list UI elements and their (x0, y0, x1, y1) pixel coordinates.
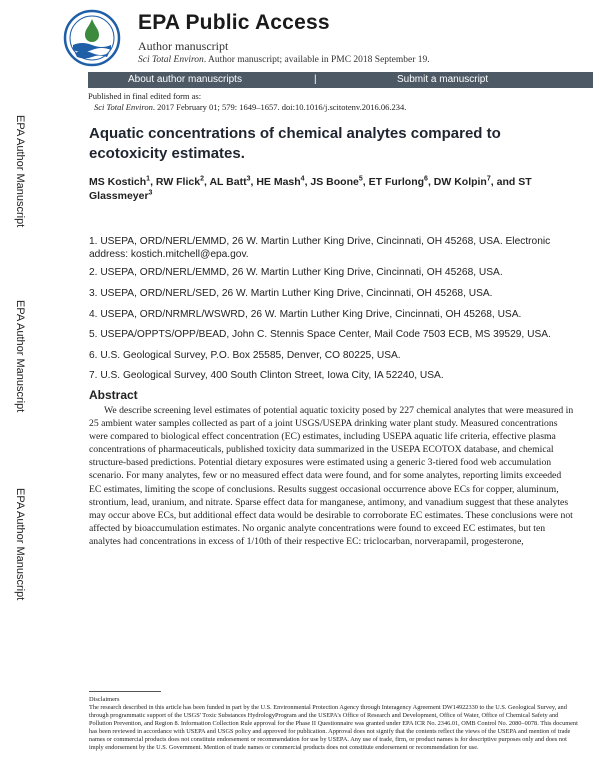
disclaimers-body: The research described in this article has been funded in part by the U.S. Environmental Protection Agency through Interagency Agreement DW14922330 to the U.S. Geological Survey, and through programmatic support of the USGS' Toxic Substances HydrologyProgram and the USEPA's Office of Research and Development, Office of Water, Office of Chemical Safety and Pollution Prevention, and Region 8. Information Collection Rule approval for the Phase II Questionnaire was granted under EPA ICR No. 2346.01, OMB Control No. 2080–0078. This document has been reviewed in accordance with USEPA and USGS policy and approved for publication. Approval does not signify that the contents reflect the views of the USEPA and mention of trade names or commercial products does not constitute endorsement or recommendation for use by USEPA. Any use of trade, firm, or product names is for descriptive purposes only and does not imply endorsement by the U.S. Government. Mention of trade names or commercial products does not constitute endorsement or recommendation for use. (89, 704, 578, 752)
submit-manuscript-link[interactable]: Submit a manuscript (397, 74, 489, 85)
author-affiliation-number: 7 (486, 175, 491, 183)
side-label-epa-author-manuscript: EPA Author Manuscript (14, 300, 26, 413)
author-affiliation-number: 5 (358, 175, 363, 183)
author-affiliation-number: 6 (424, 175, 428, 183)
author-affiliation-number: 3 (246, 175, 251, 183)
author-name: ST Glassmeyer (89, 176, 532, 202)
affiliation-5: 5. USEPA/OPPTS/OPP/BEAD, John C. Stennis Space Center, Mail Code 7503 ECB, MS 39529, USA. (89, 329, 551, 340)
published-citation (94, 102, 406, 112)
author-name: ET Furlong (368, 176, 425, 188)
side-label-epa-author-manuscript: EPA Author Manuscript (14, 115, 26, 228)
affiliation-3: 3. USEPA, ORD/NERL/SED, 26 W. Martin Luther King Drive, Cincinnati, OH 45268, USA. (89, 288, 493, 299)
author-affiliation-number: 2 (200, 175, 204, 183)
abstract-body: We describe screening level estimates of potential aquatic toxicity posed by 227 chemical analytes that were measured in 25 ambient water samples collected as part of a joint USGS/USEPA drinking water plant study. Measured concentrations were compared to biological effect concentration (EC) estimates, including USEPA aquatic life criteria, effective plasma concentrations of pharmaceuticals, published toxicity data summarized in the USEPA ECOTOX database, and chemical structure-based predictions. Potential dietary exposures were estimated using a generic 3-tiered food web accumulation scenario. For many analytes, few or no measured effect data were found, and for some analytes, reporting limits exceeded EC estimates, limiting the scope of conclusions. Results suggest occasional occurrence above ECs for copper, aluminum, strontium, lead, uranium, and nitrate. Sparse effect data for manganese, antimony, and vanadium suggest that these analytes may occur above ECs, but additional effect data would be desirable to corroborate EC estimates. These conclusions were not affected by bioaccumulation estimates. No organic analyte concentrations were found to exceed EC estimates, but ten analytes had concentrations in excess of 1/10th of their respective EC: triclocarban, norverapamil, progesterone, (89, 405, 574, 547)
published-journal: Sci Total Environ (94, 102, 153, 112)
affiliation-4: 4. USEPA, ORD/NRMRL/WSWRD, 26 W. Martin Luther King Drive, Cincinnati, OH 45268, USA. (89, 309, 522, 320)
author-name: DW Kolpin (433, 176, 487, 188)
side-label-epa-author-manuscript: EPA Author Manuscript (14, 488, 26, 601)
abstract-heading: Abstract (89, 388, 138, 402)
about-author-manuscripts-link[interactable]: About author manuscripts (128, 74, 242, 85)
epa-seal-icon (63, 9, 121, 67)
header-title: EPA Public Access (138, 11, 330, 34)
author-affiliation-number: 3 (148, 189, 153, 197)
affiliation-7: 7. U.S. Geological Survey, 400 South Clinton Street, Iowa City, IA 52240, USA. (89, 370, 444, 381)
nav-bar (88, 72, 593, 88)
author-name: AL Batt (209, 176, 247, 188)
author-name: JS Boone (310, 176, 359, 188)
author-name: HE Mash (256, 176, 301, 188)
published-citation-text: . 2017 February 01; 579: 1649–1657. doi:10.1016/j.scitotenv.2016.06.234. (152, 102, 407, 112)
nav-separator: | (314, 74, 317, 85)
author-affiliation-number: 1 (146, 175, 151, 183)
affiliation-1: 1. USEPA, ORD/NERL/EMMD, 26 W. Martin Luther King Drive, Cincinnati, OH 45268, USA. Electronic address: kostich.mitchell@epa.gov. (89, 236, 551, 260)
affiliation-2: 2. USEPA, ORD/NERL/EMMD, 26 W. Martin Luther King Drive, Cincinnati, OH 45268, USA. (89, 267, 503, 278)
author-name: MS Kostich (89, 176, 147, 188)
affiliation-6: 6. U.S. Geological Survey, P.O. Box 25585, Denver, CO 80225, USA. (89, 350, 401, 361)
disclaimers-heading: Disclaimers (89, 696, 120, 703)
header-citation (138, 55, 430, 65)
header-subtitle: Author manuscript (138, 39, 229, 53)
author-affiliation-number: 4 (300, 175, 305, 183)
header-journal: Sci Total Environ (138, 55, 204, 65)
author-list: MS Kostich$^1$, RW Flick$^2$, AL Batt$^3$, HE Mash$^4$, JS Boone$^5$, ET Furlong$^6$, DW Kolpin$^7$, and ST Glassmeyer$^3$ (89, 175, 532, 202)
article-title: Aquatic concentrations of chemical analytes compared to ecotoxicity estimates. (89, 125, 501, 162)
published-label: Published in final edited form as: (88, 91, 202, 101)
author-name: RW Flick (155, 176, 201, 188)
footnote-divider (89, 691, 161, 692)
header-citation-text: . Author manuscript; available in PMC 2018 September 19. (203, 55, 430, 65)
